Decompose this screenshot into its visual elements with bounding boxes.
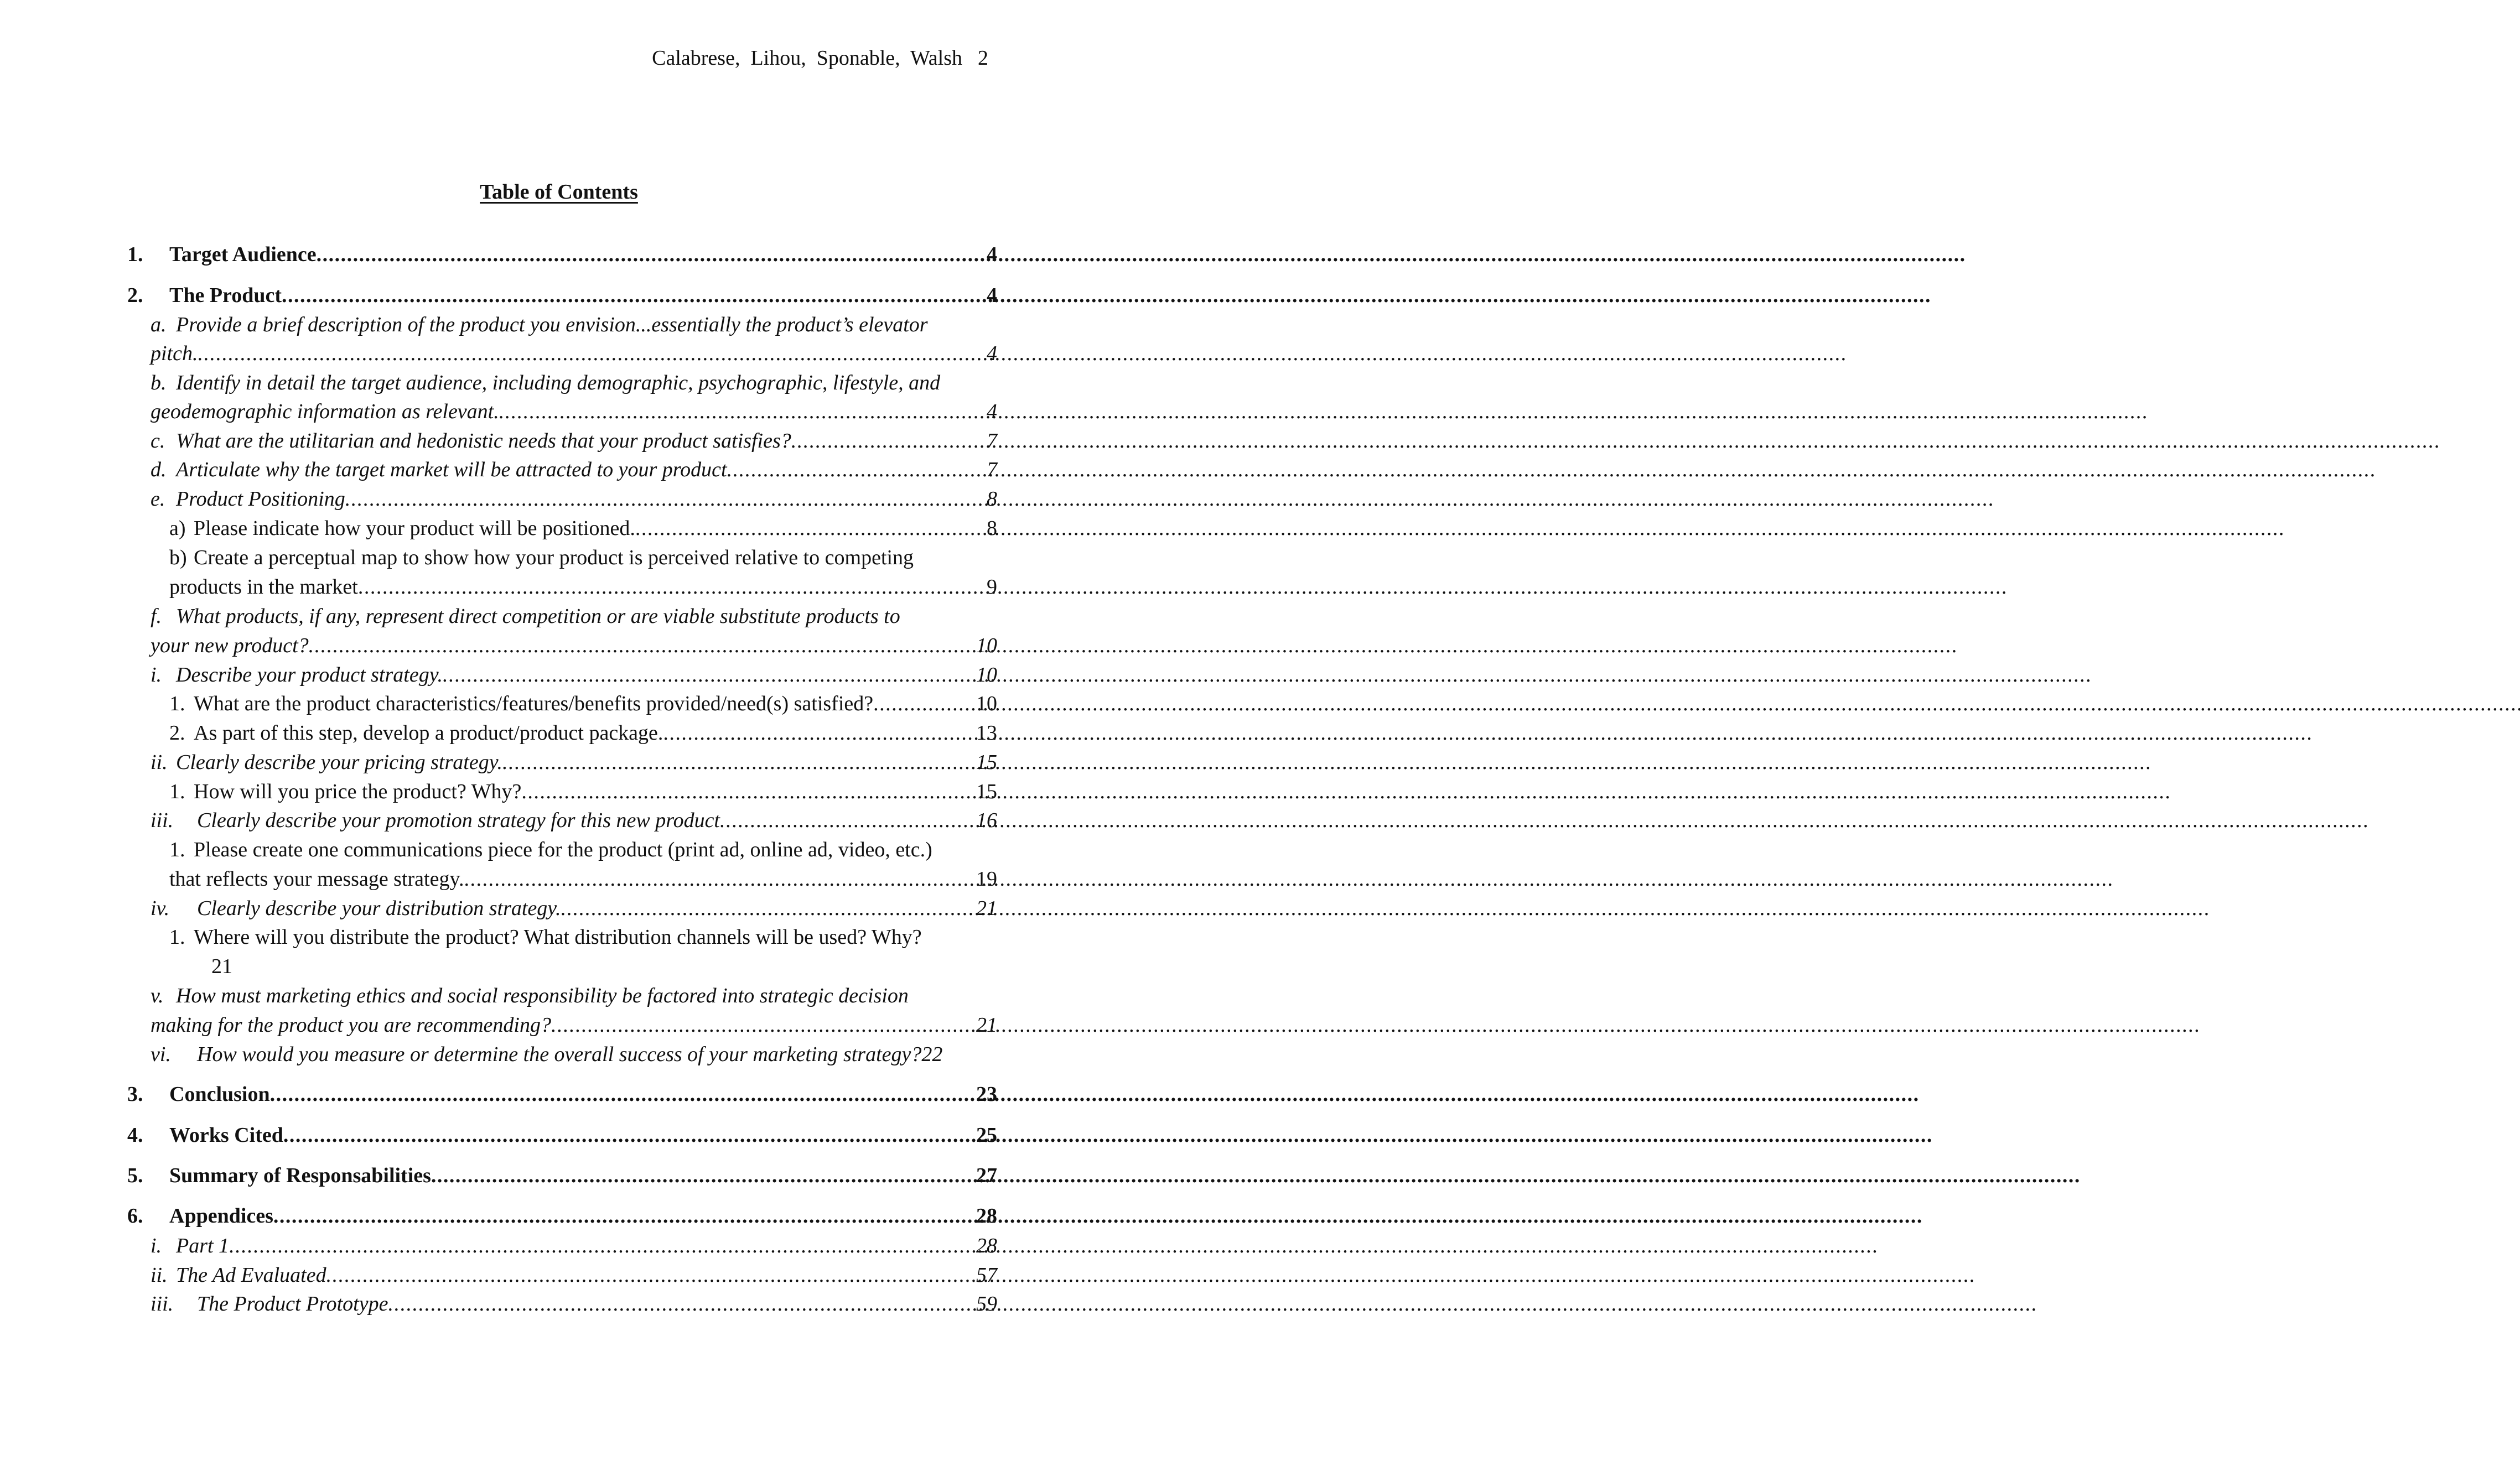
toc-entry-2i-2[interactable]: 2. As part of this step, develop a product/product package. . . . 13 — [169, 719, 997, 747]
toc-entry-2i[interactable]: i. Describe your product strategy. . . . 10 — [151, 661, 997, 689]
toc-entry-2a-line2[interactable]: pitch. . . . 4 — [151, 339, 997, 368]
toc-entry-2iii-1-line2[interactable]: that reflects your message strategy. . . . 19 — [169, 865, 997, 893]
toc-entry-2i-1[interactable]: 1. What are the product characteristics/features/benefits provided/need(s) satisfied? . . . 10 — [169, 689, 997, 718]
document-page — [0, 0, 1133, 1466]
toc-entry-2d[interactable]: d. Articulate why the target market will be attracted to your product . . . 7 — [151, 455, 997, 484]
toc-entry-appendix-part-1[interactable]: i. Part 1 . . . 28 — [151, 1231, 997, 1260]
toc-entry-2e[interactable]: e. Product Positioning . . . 8 — [151, 485, 997, 513]
toc-entry-2iv-1-line1[interactable]: 1. Where will you distribute the product? What distribution channels will be used? Why? — [169, 926, 922, 949]
toc-entry-2v-line1[interactable]: v. How must marketing ethics and social responsibility be factored into strategic decision — [151, 984, 909, 1007]
toc-entry-2e-b-line2[interactable]: products in the market . . . 9 — [169, 573, 997, 601]
toc-entry-2f-line2[interactable]: your new product? . . . 10 — [151, 631, 997, 660]
toc-entry-2ii[interactable]: ii. Clearly describe your pricing strategy. . . . 15 — [151, 748, 997, 777]
toc-entry-2b-line1[interactable]: b. Identify in detail the target audience, including demographic, psychographic, lifestyle, and — [151, 371, 941, 394]
toc-entry-2e-b-line1[interactable]: b) Create a perceptual map to show how your product is perceived relative to competing — [169, 546, 914, 569]
toc-entry-the-product[interactable]: 2. The Product . . . 4 — [127, 281, 997, 310]
toc-entry-2f-line1[interactable]: f. What products, if any, represent direct competition or are viable substitute products to — [151, 605, 900, 628]
toc-entry-target-audience[interactable]: 1. Target Audience . . . 4 — [127, 240, 997, 269]
toc-entry-2a-line1[interactable]: a. Provide a brief description of the product you envision...essentially the product’s elevator — [151, 313, 928, 336]
toc-title: Table of Contents — [480, 180, 638, 204]
toc-entry-summary-of-responsabilities[interactable]: 5. Summary of Responsabilities . . . 27 — [127, 1161, 997, 1190]
toc-entry-2e-a[interactable]: a) Please indicate how your product will be positioned. . . . 8 — [169, 514, 997, 543]
toc-entry-2iii-1-line1[interactable]: 1. Please create one communications piece for the product (print ad, online ad, video, etc.) — [169, 838, 932, 861]
toc-entry-2iii[interactable]: iii. Clearly describe your promotion strategy for this new product . . . 16 — [151, 806, 997, 835]
toc-entry-2iv[interactable]: iv. Clearly describe your distribution strategy. . . . 21 — [151, 894, 997, 923]
toc-entry-appendices[interactable]: 6. Appendices . . . 28 — [127, 1202, 997, 1230]
toc-entry-2v-line2[interactable]: making for the product you are recommending? . . . 21 — [151, 1011, 997, 1039]
toc-entry-2b-line2[interactable]: geodemographic information as relevant. . . . 4 — [151, 397, 997, 426]
toc-entry-works-cited[interactable]: 4. Works Cited . . . 25 — [127, 1121, 997, 1150]
toc-entry-conclusion[interactable]: 3. Conclusion . . . 23 — [127, 1080, 997, 1109]
header-authors: Calabrese, Lihou, Sponable, Walsh — [652, 46, 962, 70]
toc-entry-appendix-ad-evaluated[interactable]: ii. The Ad Evaluated . . . 57 — [151, 1261, 997, 1290]
toc-entry-2ii-1[interactable]: 1. How will you price the product? Why? . . . 15 — [169, 777, 997, 806]
toc-entry-2vi[interactable]: vi. How would you measure or determine the overall success of your marketing strategy? 22 — [151, 1043, 943, 1066]
header-page-number: 2 — [978, 46, 988, 70]
toc-entry-2c[interactable]: c. What are the utilitarian and hedonistic needs that your product satisfies? . . . 7 — [151, 427, 997, 455]
toc-entry-appendix-product-prototype[interactable]: iii. The Product Prototype . . . 59 — [151, 1290, 997, 1318]
running-header — [652, 44, 988, 72]
toc-entry-2iv-1-page[interactable]: 21 — [211, 955, 232, 978]
